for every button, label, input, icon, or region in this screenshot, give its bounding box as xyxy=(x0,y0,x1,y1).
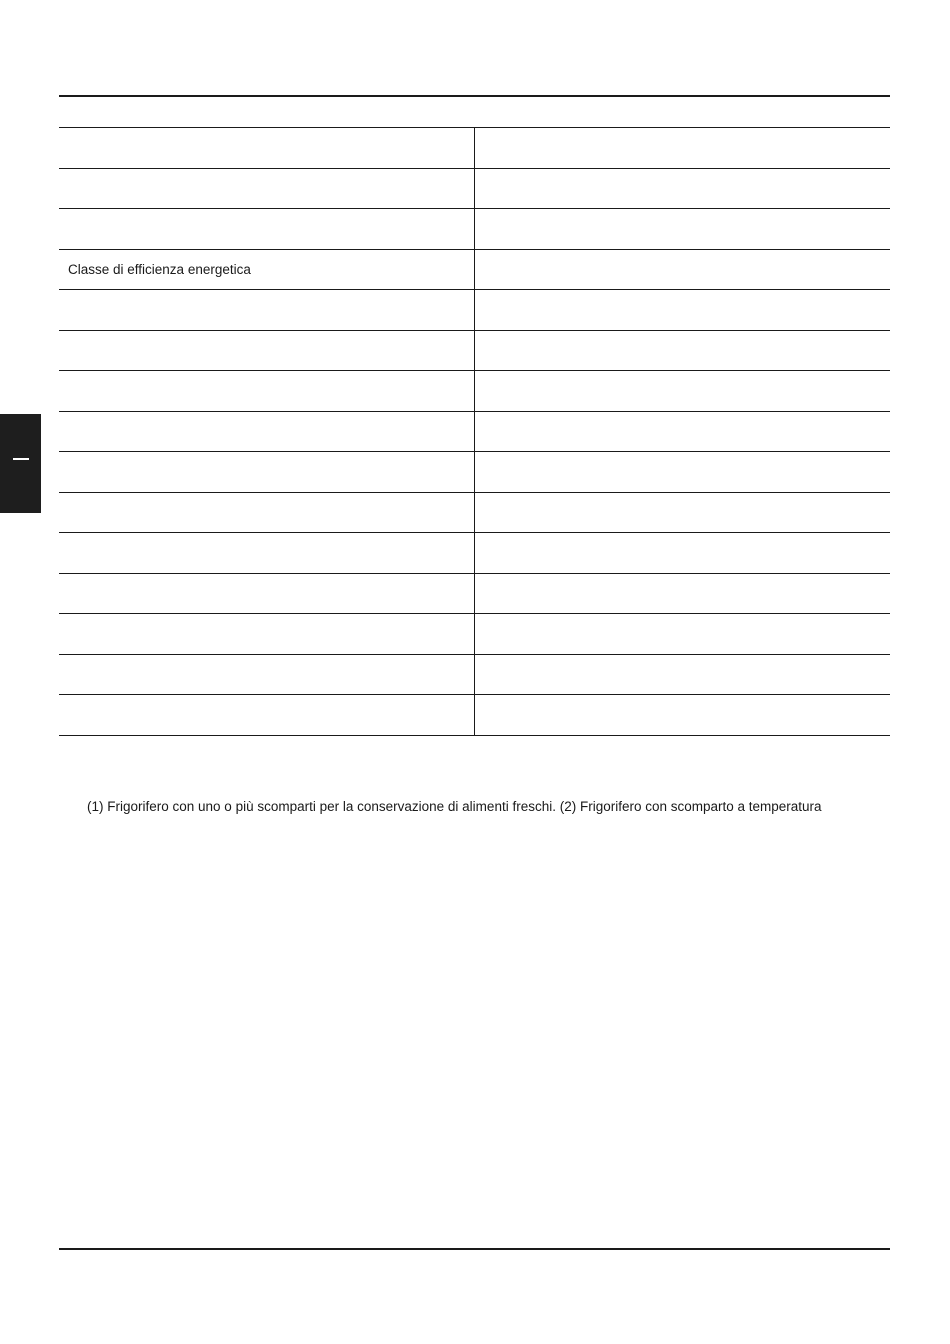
row-value xyxy=(474,614,890,655)
table-row xyxy=(59,654,890,695)
row-value xyxy=(474,371,890,412)
row-label xyxy=(59,573,474,614)
table-row xyxy=(59,533,890,574)
table-row xyxy=(59,573,890,614)
row-label xyxy=(59,128,474,169)
table-row xyxy=(59,695,890,736)
energy-class-value xyxy=(474,249,890,290)
row-label xyxy=(59,695,474,736)
row-label xyxy=(59,330,474,371)
row-label xyxy=(59,452,474,493)
row-value xyxy=(474,411,890,452)
side-tab-dash-icon xyxy=(13,458,29,460)
row-label xyxy=(59,533,474,574)
row-label xyxy=(59,654,474,695)
row-label xyxy=(59,411,474,452)
row-label xyxy=(59,614,474,655)
row-value xyxy=(474,492,890,533)
table-row xyxy=(59,128,890,169)
row-value xyxy=(474,654,890,695)
table-row xyxy=(59,290,890,331)
language-side-tab xyxy=(0,414,41,513)
footnote-text: (1) Frigorifero con uno o più scomparti per la conservazione di alimenti freschi. (2) Frigorifero con scomparto a temperatura xyxy=(87,799,822,814)
table-row xyxy=(59,209,890,250)
table-row xyxy=(59,411,890,452)
top-rule xyxy=(59,95,890,97)
energy-class-label: Classe di efficienza energetica xyxy=(59,249,474,290)
table-row xyxy=(59,614,890,655)
row-value xyxy=(474,573,890,614)
row-value xyxy=(474,209,890,250)
row-value xyxy=(474,330,890,371)
row-value xyxy=(474,128,890,169)
row-label xyxy=(59,209,474,250)
specification-table xyxy=(59,127,890,736)
table-row xyxy=(59,371,890,412)
row-label xyxy=(59,168,474,209)
bottom-rule xyxy=(59,1248,890,1250)
row-value xyxy=(474,452,890,493)
row-label xyxy=(59,290,474,331)
row-value xyxy=(474,168,890,209)
row-value xyxy=(474,695,890,736)
table-row xyxy=(59,249,890,290)
row-value xyxy=(474,290,890,331)
table-row xyxy=(59,492,890,533)
table-row xyxy=(59,452,890,493)
row-value xyxy=(474,533,890,574)
table-row xyxy=(59,330,890,371)
table-row xyxy=(59,168,890,209)
row-label xyxy=(59,371,474,412)
row-label xyxy=(59,492,474,533)
